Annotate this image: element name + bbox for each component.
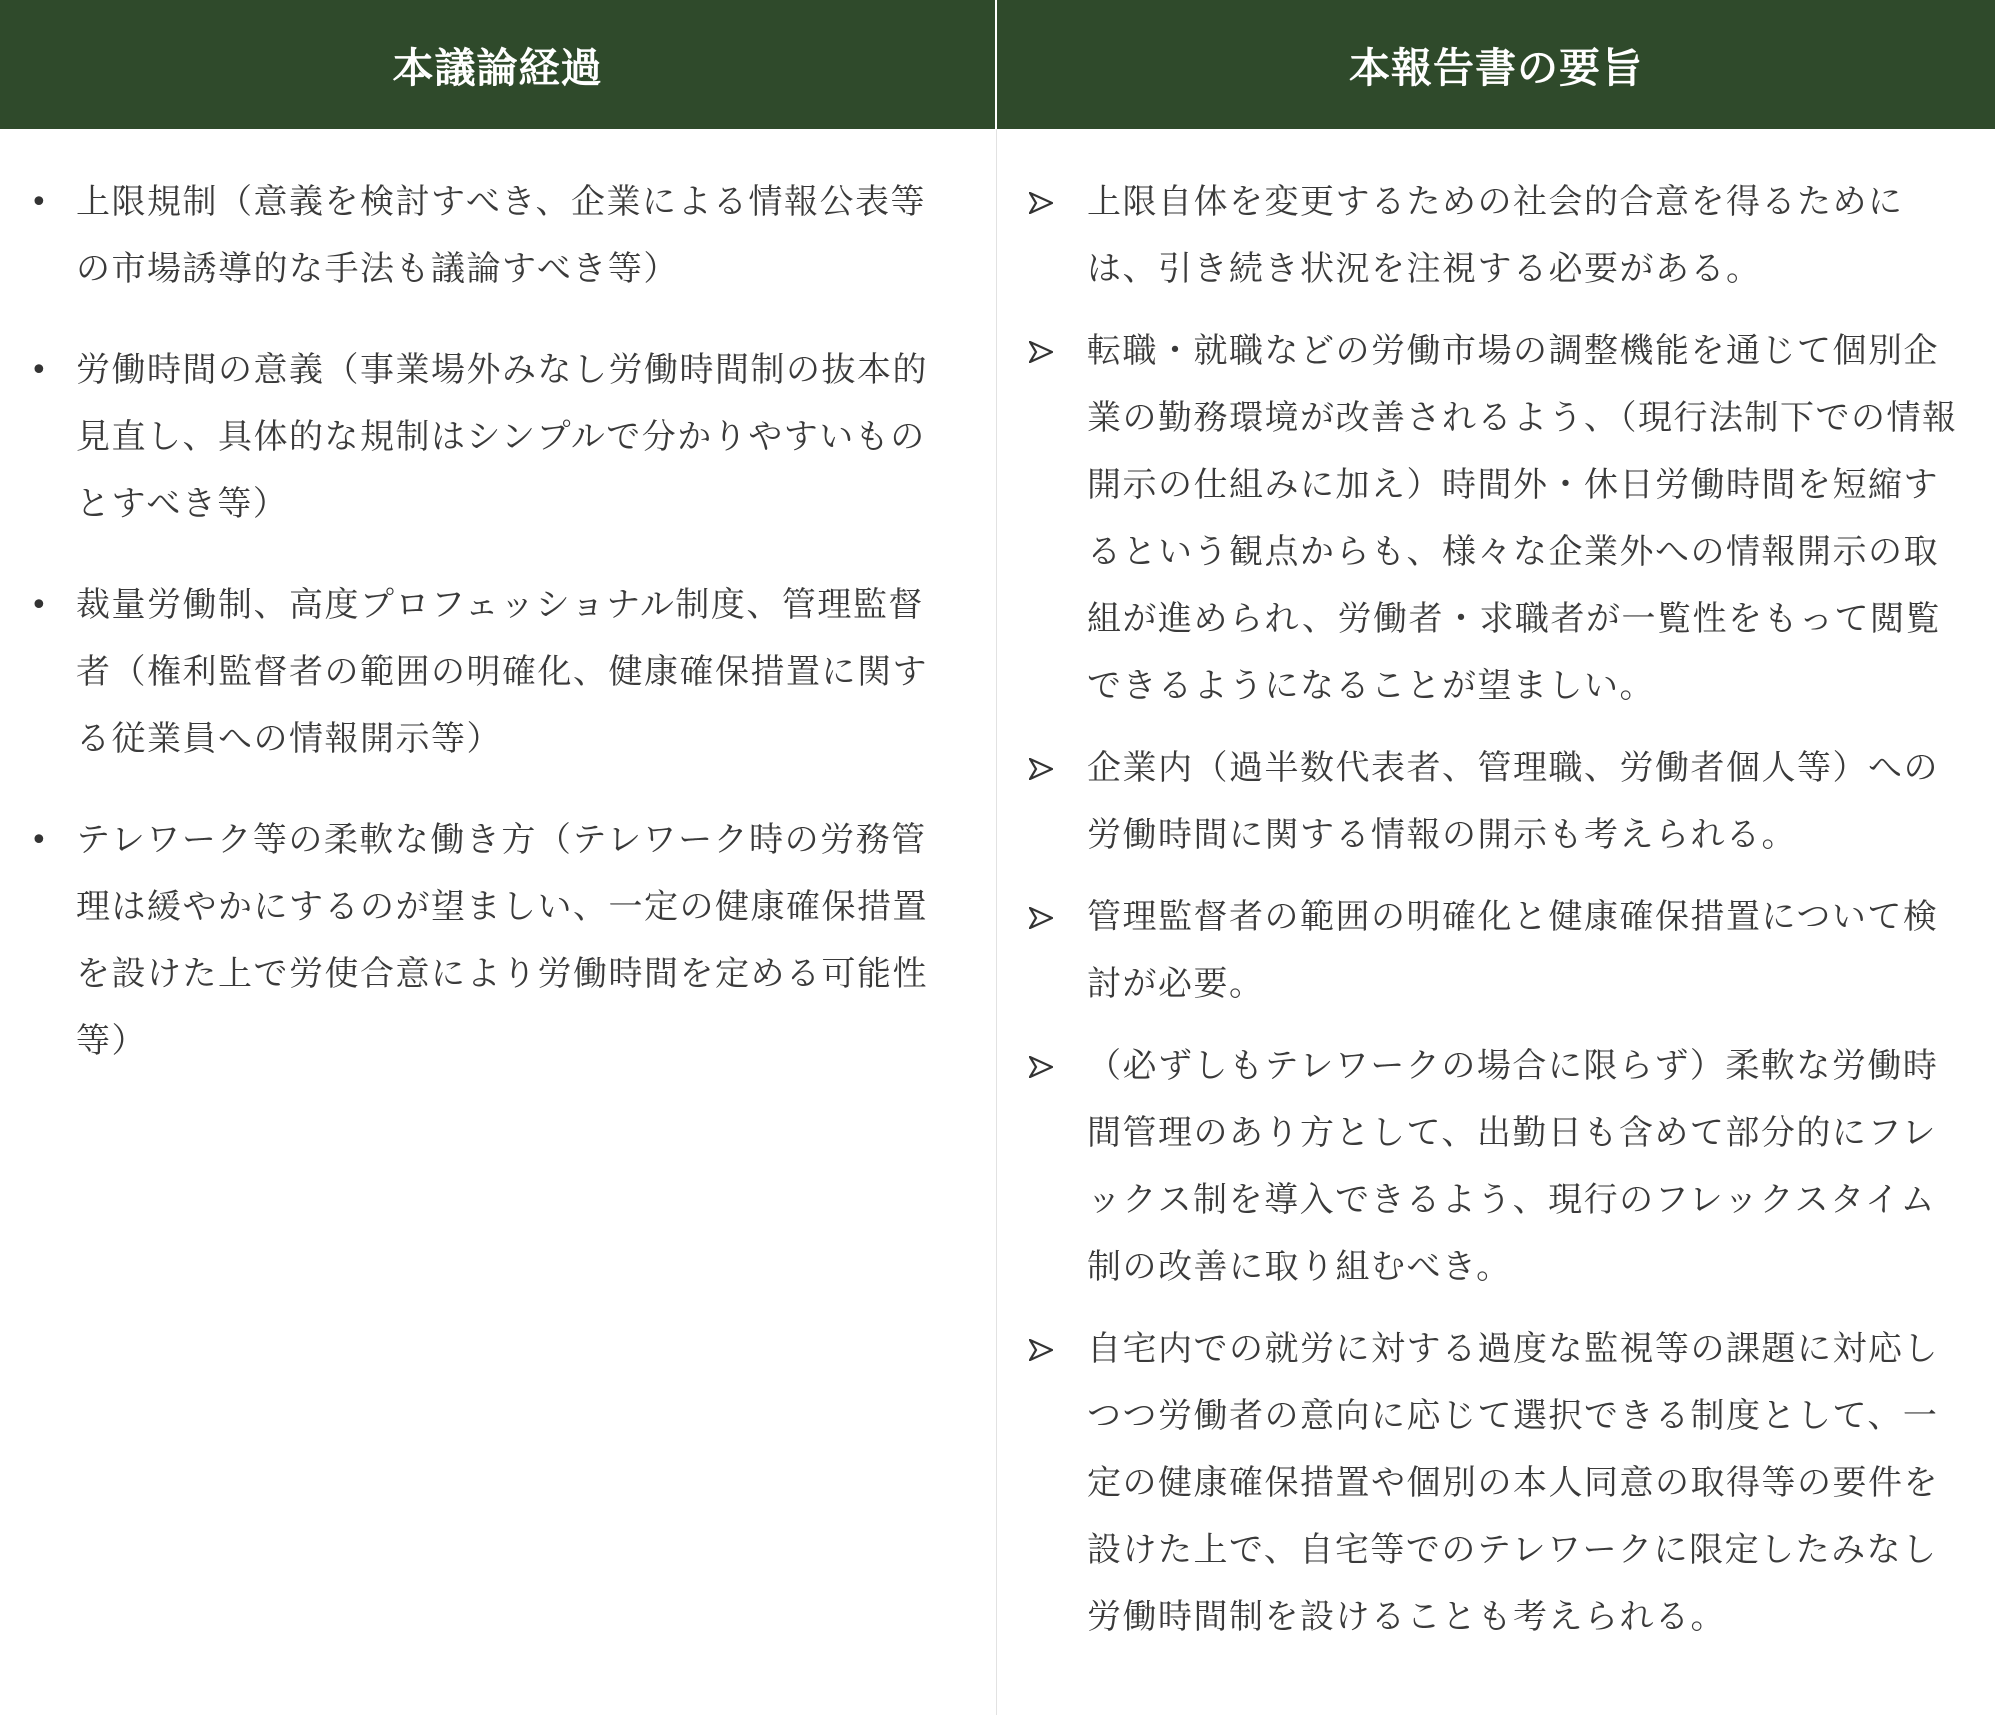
discussion-list <box>30 169 952 1075</box>
arrowhead-icon <box>1029 735 1087 802</box>
discussion-list-item <box>30 807 952 1075</box>
arrowhead-icon <box>1029 1033 1087 1100</box>
bullet-dot-icon: • <box>30 588 50 623</box>
summary-item-text: 管理監督者の範囲の明確化と健康確保措置について検討が必要。 <box>1087 897 1939 1004</box>
discussion-item-text: テレワーク等の柔軟な働き方（テレワーク時の労務管理は緩やかにするのが望ましい、一定の健康確保措置を設けた上で労使合意により労働時間を定める可能性等） <box>76 820 928 1061</box>
discussion-item-text: 裁量労働制、高度プロフェッショナル制度、管理監督者（権利監督者の範囲の明確化、健康確保措置に関する従業員への情報開示等） <box>76 585 928 759</box>
summary-list-item <box>1029 884 1971 1018</box>
discussion-item-text: 上限規制（意義を検討すべき、企業による情報公表等の市場誘導的な手法も議論すべき等） <box>76 182 926 289</box>
arrowhead-icon <box>1029 318 1087 385</box>
summary-item-text: 企業内（過半数代表者、管理職、労働者個人等）への労働時間に関する情報の開示も考えられる。 <box>1087 748 1939 855</box>
bullet-dot-icon: • <box>30 823 50 858</box>
summary-list-item <box>1029 318 1971 720</box>
left-header-title: 本議論経過 <box>392 44 603 92</box>
summary-item-text: 上限自体を変更するための社会的合意を得るためには、引き続き状況を注視する必要がある。 <box>1087 182 1904 289</box>
right-column-body <box>997 129 1995 1715</box>
discussion-list-item <box>30 572 952 773</box>
arrowhead-icon <box>1029 884 1087 951</box>
discussion-list-item <box>30 169 952 303</box>
summary-item-text: 自宅内での就労に対する過度な監視等の課題に対応しつつ労働者の意向に応じて選択できる制度として、一定の健康確保措置や個別の本人同意の取得等の要件を設けた上で、自宅等でのテレワークに限定したみなし労働時間制を設けることも考えられる。 <box>1087 1329 1939 1637</box>
discussion-list-item <box>30 337 952 538</box>
summary-item-text: （必ずしもテレワークの場合に限らず）柔軟な労働時間管理のあり方として、出勤日も含めて部分的にフレックス制を導入できるよう、現行のフレックスタイム制の改善に取り組むべき。 <box>1087 1046 1939 1287</box>
right-header-title: 本報告書の要旨 <box>1349 44 1643 92</box>
arrowhead-icon <box>1029 169 1087 236</box>
left-column-header <box>0 0 997 129</box>
bullet-dot-icon: • <box>30 185 50 220</box>
summary-list-item <box>1029 1316 1971 1651</box>
summary-list-item <box>1029 1033 1971 1301</box>
summary-item-text: 転職・就職などの労働市場の調整機能を通じて個別企業の勤務環境が改善されるよう、（現行法制下での情報開示の仕組みに加え）時間外・休日労働時間を短縮するという観点からも、様々な企業外への情報開示の取組が進められ、労働者・求職者が一覧性をもって閲覧できるようになることが望ましい。 <box>1087 331 1958 706</box>
right-column-header <box>997 0 1995 129</box>
discussion-item-text: 労働時間の意義（事業場外みなし労働時間制の抜本的見直し、具体的な規制はシンプルで分かりやすいものとすべき等） <box>76 350 928 524</box>
left-column-body <box>0 129 997 1715</box>
summary-list-item <box>1029 735 1971 869</box>
arrowhead-icon <box>1029 1316 1087 1383</box>
summary-list-item <box>1029 169 1971 303</box>
summary-list <box>1029 169 1971 1651</box>
bullet-dot-icon: • <box>30 353 50 388</box>
